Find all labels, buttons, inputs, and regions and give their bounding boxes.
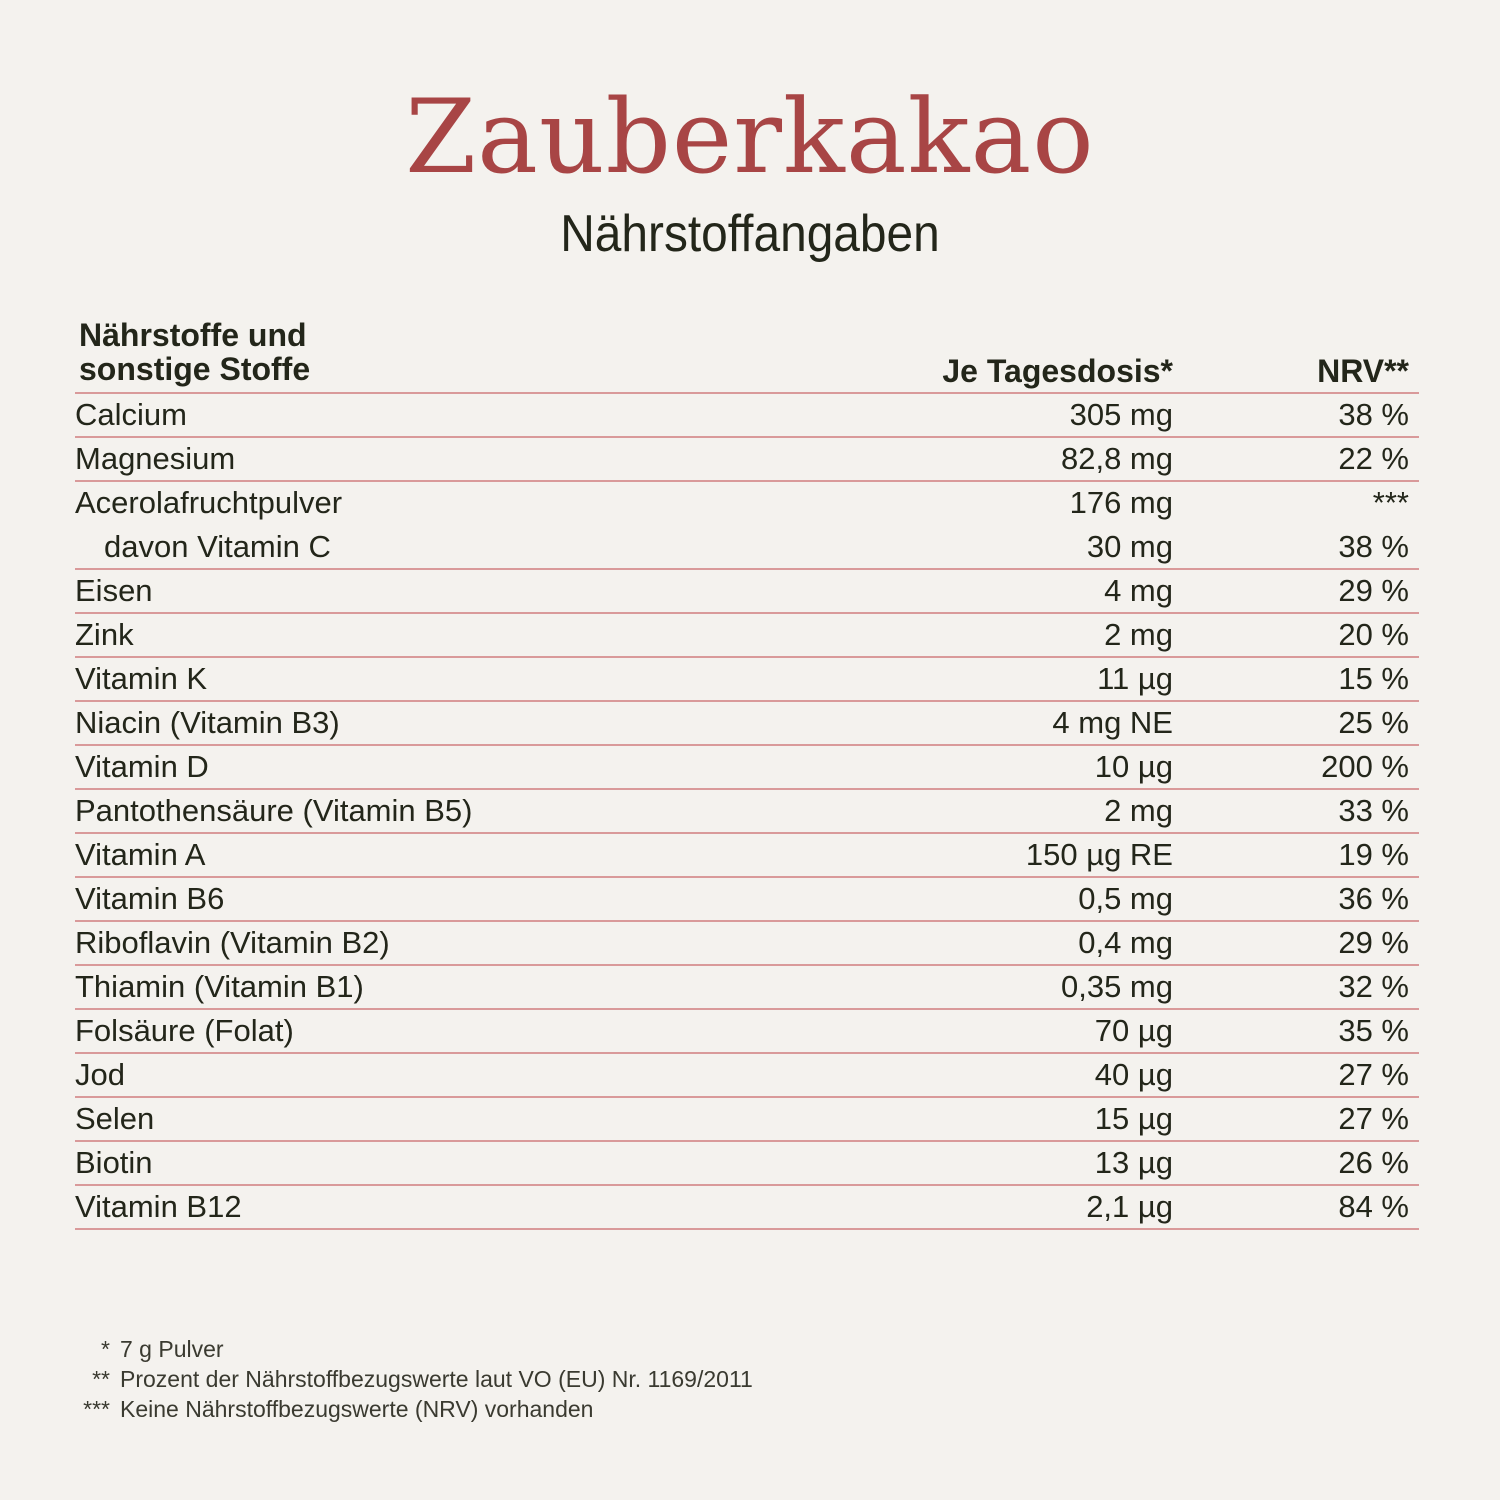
nutrient-name: Zink [75, 617, 134, 652]
page-title: Zauberkakao [405, 78, 1095, 197]
table-row [75, 834, 1419, 878]
nutrient-name: Vitamin D [75, 749, 209, 784]
nutrient-nrv: 38 % [1338, 529, 1409, 564]
nutrient-dose: 13 µg [1094, 1145, 1173, 1180]
table-row [75, 702, 1419, 746]
column-header-nutrients [79, 318, 479, 386]
nutrient-name: Niacin (Vitamin B3) [75, 705, 340, 740]
nutrient-dose: 11 µg [1097, 661, 1173, 696]
footnote-mark: ** [92, 1366, 110, 1392]
nutrient-nrv: 26 % [1338, 1145, 1409, 1180]
column-header-nutrients-line2: sonstige Stoffe [79, 351, 311, 387]
nutrient-nrv: 15 % [1338, 661, 1409, 696]
table-row [75, 1010, 1419, 1054]
footnote-text: 7 g Pulver [120, 1336, 224, 1362]
column-header-nutrients-line1: Nährstoffe und [79, 317, 307, 353]
table-row [75, 966, 1419, 1010]
table-row [75, 658, 1419, 702]
table-row [75, 570, 1419, 614]
table-row [75, 878, 1419, 922]
nutrient-name: Jod [75, 1057, 125, 1092]
nutrient-dose: 176 mg [1069, 485, 1173, 520]
nutrient-nrv: 33 % [1338, 793, 1409, 828]
nutrient-dose: 305 mg [1069, 397, 1173, 432]
nutrient-name: Riboflavin (Vitamin B2) [75, 925, 390, 960]
table-row [75, 790, 1419, 834]
nutrient-nrv: 36 % [1338, 881, 1409, 916]
nutrient-dose: 150 µg RE [1025, 837, 1173, 872]
table-row [75, 614, 1419, 658]
nutrient-dose: 4 mg NE [1052, 705, 1173, 740]
page-subtitle: Nährstoffangaben [560, 205, 940, 263]
nutrient-nrv: 32 % [1338, 969, 1409, 1004]
table-row-sub [75, 526, 1419, 570]
nutrient-dose: 4 mg [1104, 573, 1173, 608]
nutrient-name: Selen [75, 1101, 155, 1136]
table-row [75, 394, 1419, 438]
nutrient-nrv: *** [1372, 485, 1409, 520]
nutrient-dose: 2 mg [1104, 793, 1173, 828]
nutrient-name: Vitamin B12 [75, 1189, 242, 1224]
footnote-mark: * [101, 1336, 110, 1362]
footnote-text: Keine Nährstoffbezugswerte (NRV) vorhanden [120, 1396, 594, 1422]
nutrient-nrv: 35 % [1338, 1013, 1409, 1048]
nutrient-dose: 82,8 mg [1060, 441, 1173, 476]
nutrient-nrv: 200 % [1321, 749, 1409, 784]
table-row [75, 1098, 1419, 1142]
nutrient-name: davon Vitamin C [104, 529, 331, 564]
column-header-daily-dose: Je Tagesdosis* [942, 353, 1173, 389]
nutrient-name: Folsäure (Folat) [75, 1013, 294, 1048]
nutrient-dose: 0,5 mg [1078, 881, 1173, 916]
table-row [75, 922, 1419, 966]
nutrient-name: Eisen [75, 573, 153, 608]
nutrient-name: Calcium [75, 397, 187, 432]
nutrient-dose: 0,35 mg [1060, 969, 1173, 1004]
nutrient-nrv: 19 % [1338, 837, 1409, 872]
nutrition-table [75, 318, 1419, 1230]
nutrient-nrv: 27 % [1338, 1057, 1409, 1092]
table-row [75, 482, 1419, 526]
nutrient-nrv: 29 % [1338, 573, 1409, 608]
nutrient-nrv: 22 % [1338, 441, 1409, 476]
nutrient-name: Acerolafruchtpulver [75, 485, 343, 520]
nutrient-nrv: 20 % [1338, 617, 1409, 652]
nutrient-dose: 0,4 mg [1078, 925, 1173, 960]
nutrient-name: Vitamin K [75, 661, 208, 696]
table-row [75, 438, 1419, 482]
nutrient-nrv: 25 % [1338, 705, 1409, 740]
nutrient-nrv: 84 % [1338, 1189, 1409, 1224]
footnote-text: Prozent der Nährstoffbezugswerte laut VO (EU) Nr. 1169/2011 [120, 1366, 753, 1392]
nutrient-nrv: 29 % [1338, 925, 1409, 960]
nutrient-name: Pantothensäure (Vitamin B5) [75, 793, 473, 828]
table-row [75, 1054, 1419, 1098]
nutrient-name: Thiamin (Vitamin B1) [75, 969, 364, 1004]
table-row [75, 746, 1419, 790]
column-header-nrv: NRV** [1317, 353, 1409, 389]
nutrient-name: Vitamin A [75, 837, 206, 872]
nutrient-dose: 10 µg [1094, 749, 1173, 784]
nutrient-dose: 2,1 µg [1086, 1189, 1173, 1224]
table-header [75, 318, 1419, 394]
nutrient-dose: 70 µg [1094, 1013, 1173, 1048]
nutrient-name: Magnesium [75, 441, 236, 476]
table-row [75, 1142, 1419, 1186]
nutrient-dose: 40 µg [1094, 1057, 1173, 1092]
footnote-mark: *** [83, 1396, 110, 1422]
table-row [75, 1186, 1419, 1230]
nutrient-nrv: 27 % [1338, 1101, 1409, 1136]
nutrient-name: Biotin [75, 1145, 153, 1180]
nutrient-nrv: 38 % [1338, 397, 1409, 432]
nutrient-dose: 2 mg [1104, 617, 1173, 652]
nutrient-dose: 15 µg [1094, 1101, 1173, 1136]
nutrient-dose: 30 mg [1086, 529, 1173, 564]
nutrient-name: Vitamin B6 [75, 881, 225, 916]
